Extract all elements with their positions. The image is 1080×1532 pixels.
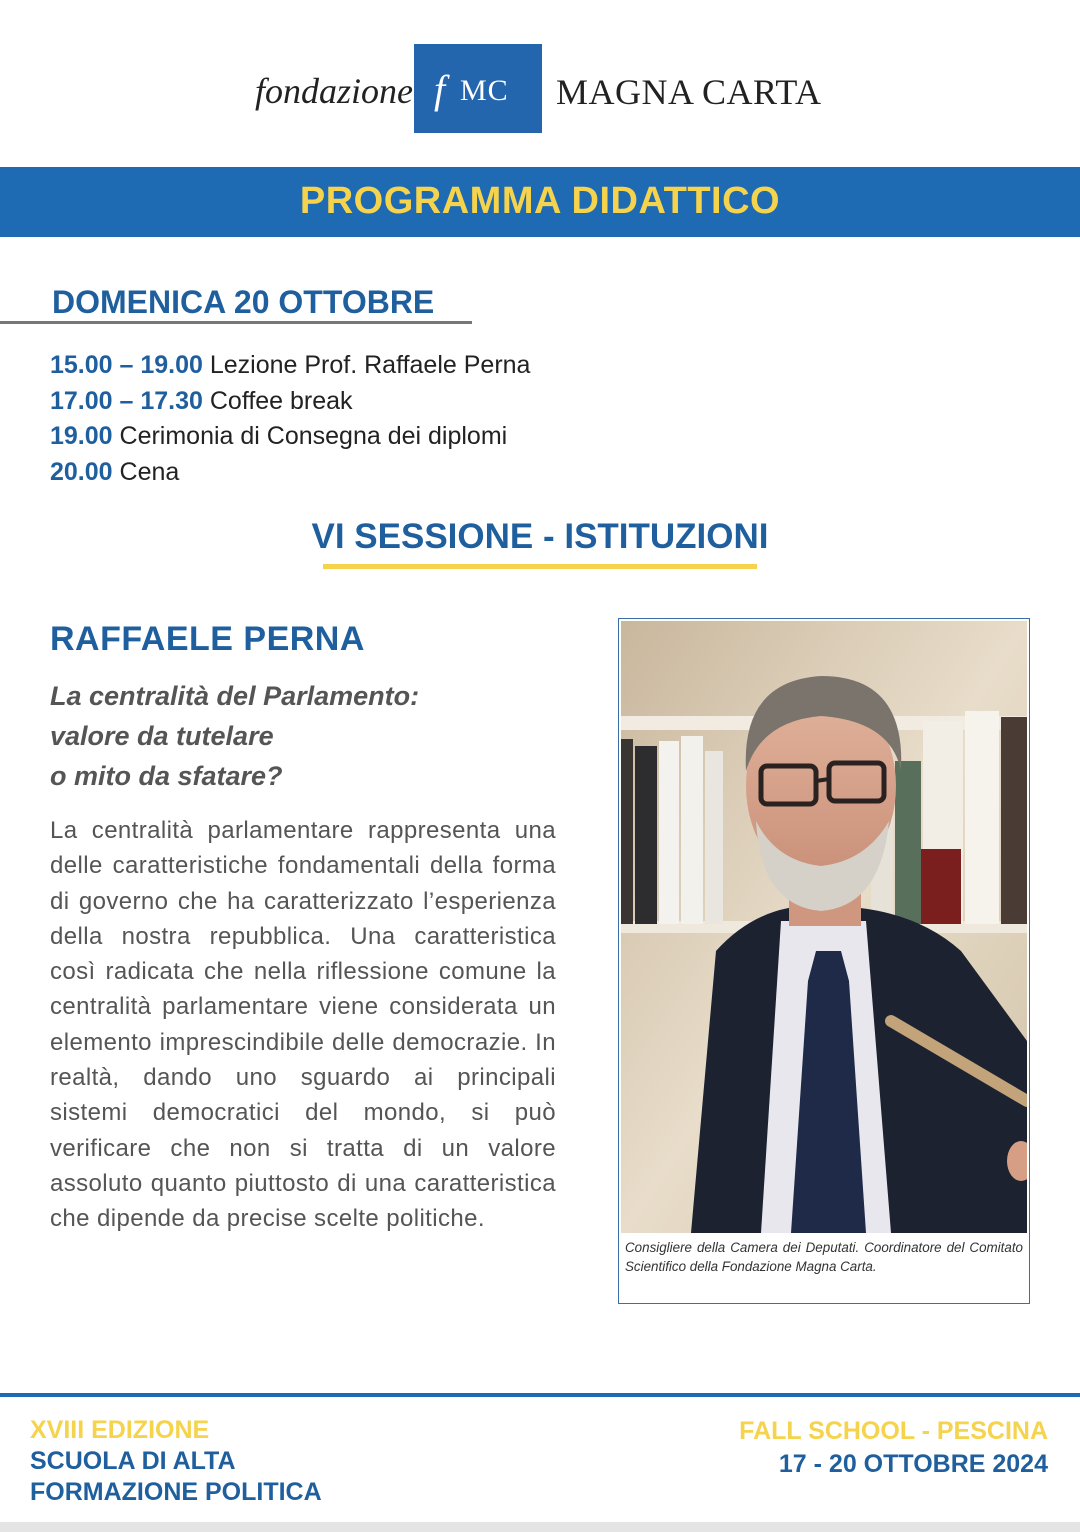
- logo-fondazione-text: fondazione: [255, 71, 413, 111]
- school-name-line: FORMAZIONE POLITICA: [30, 1478, 322, 1506]
- program-banner: [0, 167, 1080, 237]
- day-heading: DOMENICA 20 OTTOBRE: [52, 284, 435, 320]
- speaker-photo-card: [618, 618, 1030, 1304]
- schedule-text: Lezione Prof. Raffaele Perna: [202, 351, 531, 379]
- logo-mark-mc: MC: [460, 74, 509, 107]
- schedule-item: [50, 419, 530, 455]
- schedule-text: Coffee break: [202, 386, 353, 415]
- schedule-item: [50, 384, 530, 420]
- footer-left-block: [30, 1415, 322, 1508]
- schedule-time: 17.00 – 17.30: [50, 386, 203, 415]
- schedule-list: [50, 348, 530, 490]
- talk-title-line: o mito da sfatare?: [50, 761, 283, 791]
- talk-abstract: La centralità parlamentare rappresenta una delle caratteristiche fondamentali della forma di governo che ha caratterizzato l’esperienza della nostra repubblica. Una caratteristica così radicata che nella riflessione comune la centralità parlamentare viene considerata un elemento imprescindibile delle democrazie. In realtà, dando uno sguardo ai principali sistemi democratici del mondo, si può verificare che non si tratta di un valore assoluto quanto piuttosto di una caratteristica che dipende da precise scelte politiche.: [50, 817, 556, 1233]
- banner-title: PROGRAMMA DIDATTICO: [299, 180, 781, 222]
- logo-fmc-mark: [414, 44, 542, 133]
- day-heading-underline: [0, 321, 472, 324]
- schedule-item: [50, 455, 530, 491]
- logo-mark-f: f: [434, 67, 446, 112]
- bottom-strip: [0, 1522, 1080, 1532]
- talk-title-line: valore da tutelare: [50, 721, 274, 751]
- edition-label: XVIII EDIZIONE: [30, 1416, 210, 1444]
- logo-magna-carta-text: MAGNA CARTA: [556, 72, 822, 112]
- header-logo: [0, 44, 1080, 134]
- speaker-photo: [621, 621, 1027, 1233]
- school-name-line: SCUOLA DI ALTA: [30, 1447, 236, 1475]
- speaker-name: RAFFAELE PERNA: [50, 620, 365, 658]
- schedule-text: Cena: [112, 457, 180, 486]
- schedule-time: 19.00: [50, 422, 113, 450]
- talk-title-line: La centralità del Parlamento:: [50, 681, 420, 711]
- event-name: FALL SCHOOL - PESCINA: [739, 1417, 1048, 1445]
- schedule-text: Cerimonia di Consegna dei diplomi: [112, 422, 508, 450]
- session-heading: VI SESSIONE - ISTITUZIONI: [311, 517, 769, 556]
- footer-right-block: [739, 1415, 1048, 1481]
- schedule-item: [50, 348, 530, 384]
- speaker-caption: Consigliere della Camera dei Deputati. Coordinatore del Comitato Scientifico della Fondazione Magna Carta.: [625, 1240, 1023, 1274]
- schedule-time: 15.00 – 19.00: [50, 351, 203, 379]
- event-dates: 17 - 20 OTTOBRE 2024: [778, 1450, 1048, 1478]
- schedule-time: 20.00: [50, 457, 113, 486]
- session-underline: [323, 564, 757, 569]
- talk-title: [50, 676, 419, 796]
- footer-divider: [0, 1393, 1080, 1397]
